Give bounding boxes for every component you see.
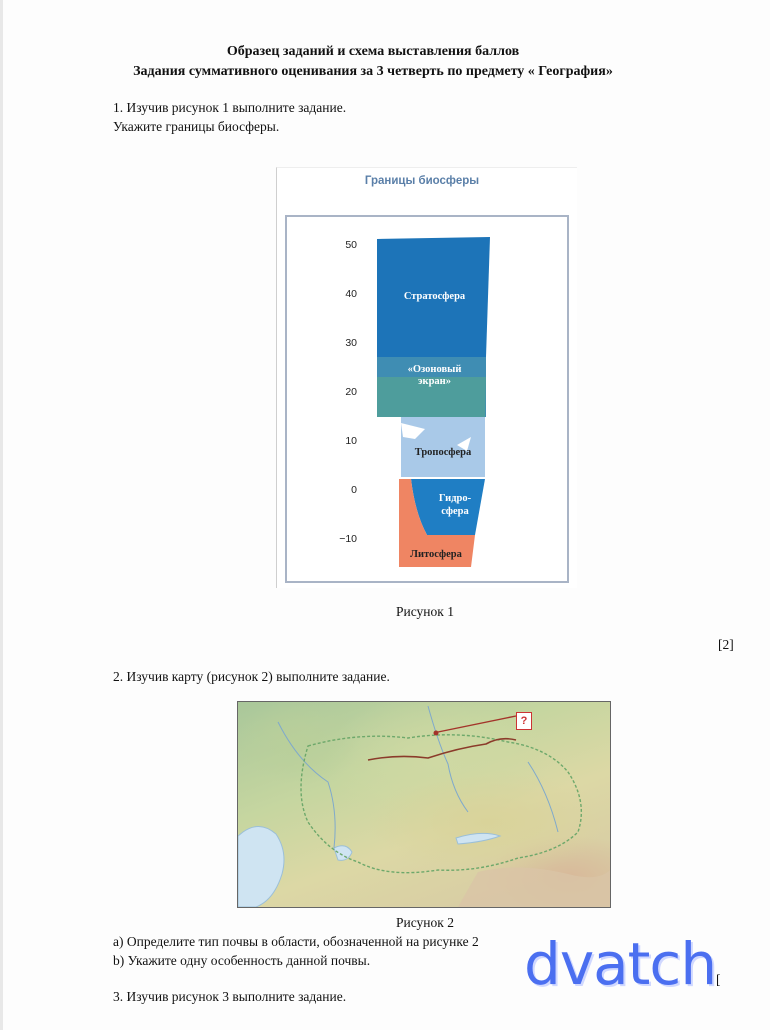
label-hydro-1: Гидро- [438, 493, 472, 504]
figure1-caption: Рисунок 1 [396, 604, 454, 619]
map-question-marker: ? [516, 712, 532, 730]
figure2-caption: Рисунок 2 [396, 915, 454, 930]
caspian-sea [238, 826, 284, 907]
balkhash-lake [456, 833, 500, 844]
task2-heading: 2. Изучив карту (рисунок 2) выполните задание. [113, 669, 390, 684]
tick-minus-10: −10 [339, 533, 357, 545]
page-edge [0, 0, 3, 1030]
label-troposphere: Тропосфера [414, 447, 472, 458]
tick-30: 30 [345, 337, 357, 349]
biosphere-column [287, 217, 567, 581]
task1-score: [2] [718, 637, 734, 652]
label-ozone-2: экран» [418, 376, 451, 387]
river [528, 762, 558, 832]
figure1-title: Границы биосферы [364, 175, 480, 187]
tick-10: 10 [345, 435, 357, 447]
figure1 [276, 167, 577, 588]
task1-question: Укажите границы биосферы. [113, 119, 280, 134]
task3-heading: 3. Изучив рисунок 3 выполните задание. [113, 989, 347, 1004]
label-lithosphere: Литосфера [410, 549, 462, 560]
tick-50: 50 [345, 239, 357, 251]
tick-40: 40 [345, 288, 357, 300]
river [278, 722, 335, 848]
header-line2: Задания суммативного оценивания за 3 четверть по предмету « География» [133, 64, 613, 79]
task2-item-a: а) Определите тип почвы в области, обозначенной на рисунке 2 [113, 934, 479, 949]
pointer-line [438, 716, 516, 732]
river [428, 706, 468, 812]
label-stratosphere: Стратосфера [403, 291, 466, 302]
tick-0: 0 [351, 484, 357, 496]
pointer-dot [434, 731, 439, 736]
task1-heading: 1. Изучив рисунок 1 выполните задание. [113, 100, 347, 115]
task2-bracket: [ [716, 972, 721, 987]
tick-20: 20 [345, 386, 357, 398]
watermark: dvatch [524, 930, 717, 998]
map-features [238, 702, 610, 907]
header-line1: Образец заданий и схема выставления баллов [226, 44, 520, 59]
figure2-map [237, 701, 611, 908]
label-hydro-2: сфера [441, 506, 469, 517]
task2-item-b: b) Укажите одну особенность данной почвы. [113, 953, 371, 968]
figure1-frame [285, 215, 569, 583]
mountains [458, 867, 610, 907]
label-ozone-1: «Озоновый [407, 364, 462, 375]
